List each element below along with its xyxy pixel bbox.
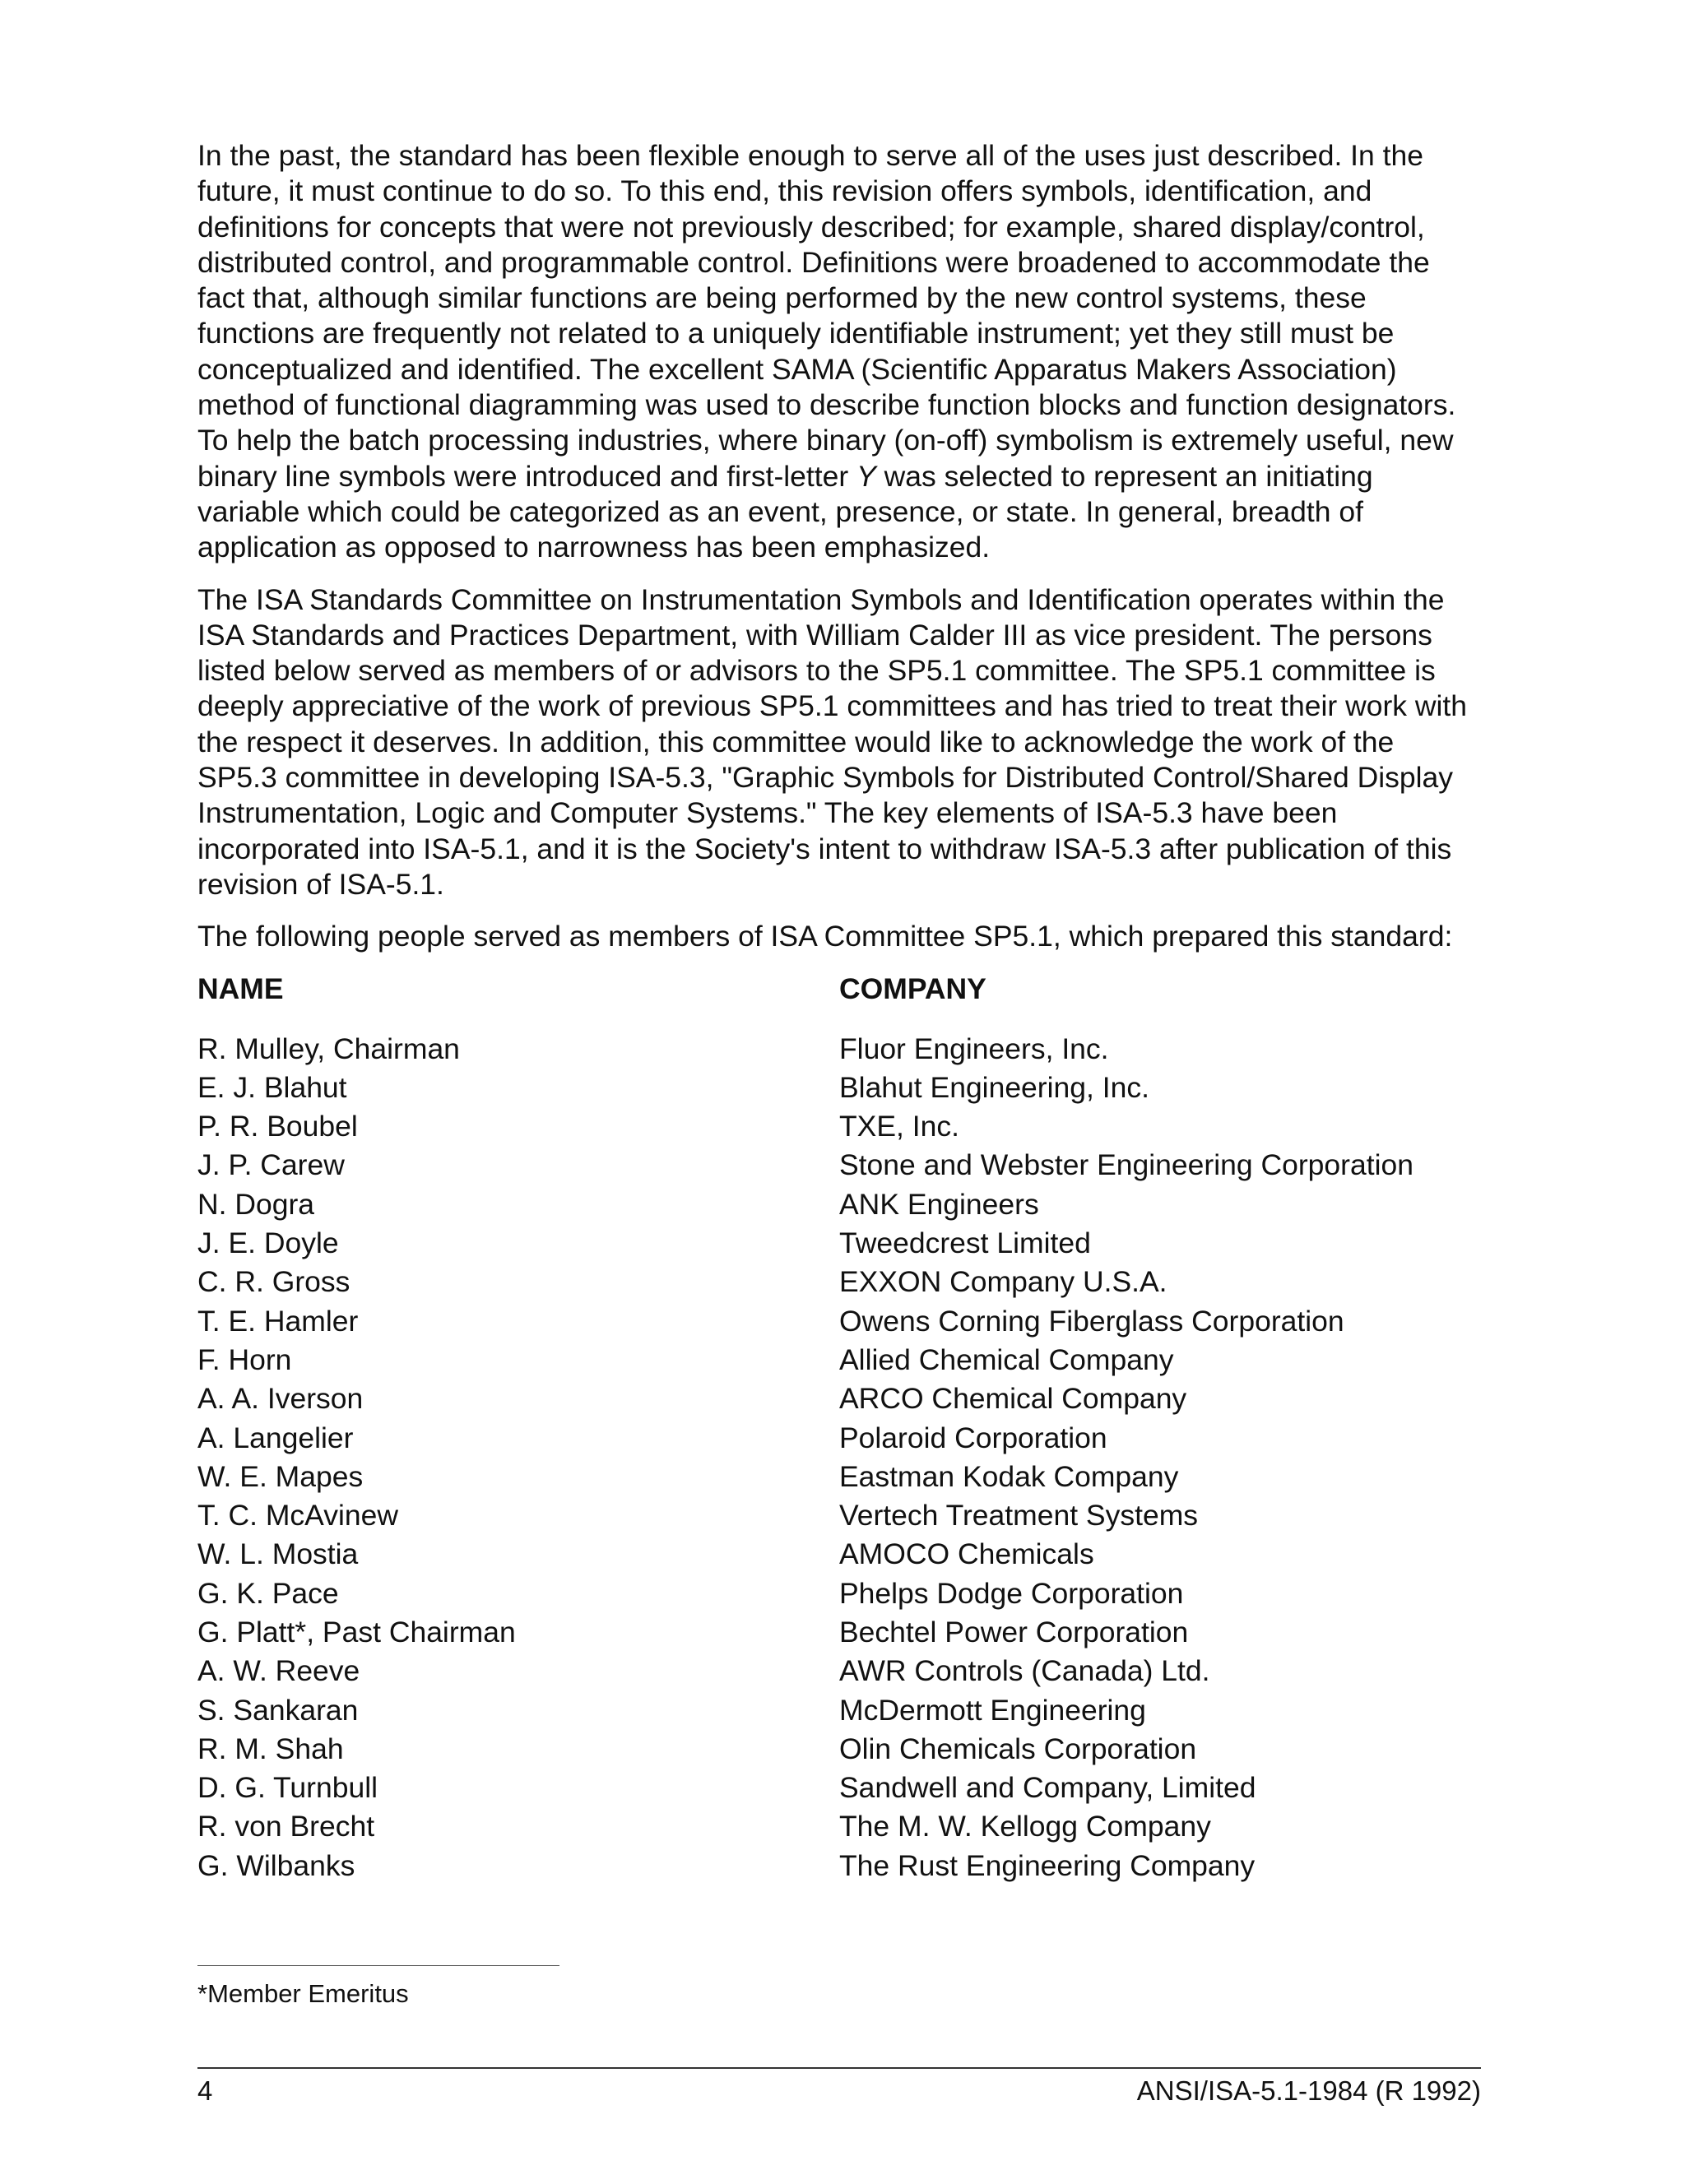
member-company: Eastman Kodak Company	[839, 1459, 1179, 1493]
table-row	[197, 1807, 1481, 1846]
member-company: AWR Controls (Canada) Ltd.	[839, 1654, 1210, 1688]
committee-paragraph: The ISA Standards Committee on Instrumentation Symbols and Identification operates within the ISA Standards and Practices Department, with William Calder III as vice president. The persons listed below served as members of or advisors to the SP5.1 committee. The SP5.1 committee is deeply appreciative of the work of previous SP5.1 committees and has tried to treat their work with the respect it deserves. In addition, this committee would like to acknowledge the work of the SP5.3 committee in developing ISA-5.3, "Graphic Symbols for Distributed Control/Shared Display Instrumentation, Logic and Computer Systems." The key elements of ISA-5.3 have been incorporated into ISA-5.1, and it is the Society's intent to withdraw ISA-5.3 after publication of this revision of ISA-5.1.	[197, 582, 1468, 901]
table-row	[197, 1379, 1481, 1418]
member-name: A. Langelier	[197, 1421, 354, 1454]
members-table-header	[197, 971, 1481, 1007]
member-name: T. C. McAvinew	[197, 1499, 398, 1533]
member-company: Owens Corning Fiberglass Corporation	[839, 1304, 1344, 1338]
table-row	[197, 1691, 1481, 1730]
table-row	[197, 1535, 1481, 1574]
member-name: J. P. Carew	[197, 1148, 345, 1182]
member-name: A. W. Reeve	[197, 1654, 360, 1688]
member-company: EXXON Company U.S.A.	[839, 1265, 1167, 1299]
member-company: The Rust Engineering Company	[839, 1848, 1256, 1882]
table-row	[197, 1652, 1481, 1690]
member-company: TXE, Inc.	[839, 1110, 959, 1143]
member-name: W. L. Mostia	[197, 1537, 359, 1571]
member-name: A. A. Iverson	[197, 1382, 364, 1416]
members-table	[197, 1030, 1481, 1886]
member-name: G. Platt*, Past Chairman	[197, 1615, 516, 1648]
member-name: G. Wilbanks	[197, 1848, 355, 1882]
table-row	[197, 1146, 1481, 1185]
member-company: Allied Chemical Company	[839, 1342, 1174, 1376]
member-company: Olin Chemicals Corporation	[839, 1732, 1197, 1765]
member-company: AMOCO Chemicals	[839, 1537, 1094, 1571]
member-name: R. von Brecht	[197, 1810, 375, 1843]
table-row	[197, 1341, 1481, 1379]
name-column-header: NAME	[197, 971, 284, 1005]
member-name: J. E. Doyle	[197, 1226, 339, 1260]
table-row	[197, 1069, 1481, 1107]
page-body	[197, 138, 1481, 1885]
table-row	[197, 1030, 1481, 1069]
page-number: 4	[197, 2075, 213, 2106]
footnote: *Member Emeritus	[197, 1979, 409, 2008]
members-intro-paragraph: The following people served as members of ISA Committee SP5.1, which prepared this standard:	[197, 920, 1453, 953]
member-name: D. G. Turnbull	[197, 1771, 378, 1805]
footer-divider	[197, 2067, 1481, 2069]
first-letter-y: Y	[856, 459, 876, 493]
member-name: R. M. Shah	[197, 1732, 344, 1765]
member-company: Stone and Webster Engineering Corporation	[839, 1148, 1413, 1182]
member-name: P. R. Boubel	[197, 1110, 358, 1143]
table-row	[197, 1419, 1481, 1458]
member-name: E. J. Blahut	[197, 1070, 347, 1104]
member-company: ARCO Chemical Company	[839, 1382, 1187, 1416]
footnote-divider	[197, 1965, 559, 1966]
member-company: Fluor Engineers, Inc.	[839, 1032, 1109, 1065]
table-row	[197, 1302, 1481, 1341]
table-row	[197, 1769, 1481, 1807]
document-id: ANSI/ISA-5.1-1984 (R 1992)	[1136, 2075, 1481, 2106]
intro-paragraph-part-2: was selected to represent an initiating variable which could be categorized as an event, presence, or state. In general, breadth of application as opposed to narrowness has been emphasized.	[197, 459, 1373, 564]
member-name: S. Sankaran	[197, 1693, 359, 1727]
member-company: Bechtel Power Corporation	[839, 1615, 1189, 1648]
member-name: C. R. Gross	[197, 1265, 350, 1299]
member-company: Vertech Treatment Systems	[839, 1499, 1199, 1533]
member-name: T. E. Hamler	[197, 1304, 359, 1338]
table-row	[197, 1263, 1481, 1301]
table-row	[197, 1730, 1481, 1769]
member-name: R. Mulley, Chairman	[197, 1032, 460, 1065]
table-row	[197, 1574, 1481, 1613]
company-column-header: COMPANY	[839, 971, 986, 1005]
member-name: G. K. Pace	[197, 1576, 339, 1610]
table-row	[197, 1496, 1481, 1535]
member-name: N. Dogra	[197, 1187, 315, 1221]
table-row	[197, 1847, 1481, 1885]
member-company: Polaroid Corporation	[839, 1421, 1107, 1454]
member-company: Blahut Engineering, Inc.	[839, 1070, 1149, 1104]
member-name: F. Horn	[197, 1342, 292, 1376]
member-name: W. E. Mapes	[197, 1459, 364, 1493]
member-company: Sandwell and Company, Limited	[839, 1771, 1256, 1805]
intro-paragraph-part-1: In the past, the standard has been flexible enough to serve all of the uses just described. In the future, it must continue to do so. To this end, this revision offers symbols, identification, and definitions for concepts that were not previously described; for example, shared display/control, distributed control, and programmable control. Definitions were broadened to accommodate the fact that, although similar functions are being performed by the new control systems, these functions are frequently not related to a uniquely identifiable instrument; yet they still must be conceptualized and identified. The excellent SAMA (Scientific Apparatus Makers Association) method of functional diagramming was used to describe function blocks and function designators. To help the batch processing industries, where binary (on-off) symbolism is extremely useful, new binary line symbols were introduced and first-letter	[197, 139, 1456, 493]
table-row	[197, 1224, 1481, 1263]
table-row	[197, 1613, 1481, 1652]
member-company: McDermott Engineering	[839, 1693, 1146, 1727]
member-company: Tweedcrest Limited	[839, 1226, 1091, 1260]
table-row	[197, 1107, 1481, 1146]
member-company: The M. W. Kellogg Company	[839, 1810, 1211, 1843]
table-row	[197, 1458, 1481, 1496]
intro-paragraph	[197, 138, 1481, 566]
member-company: ANK Engineers	[839, 1187, 1039, 1221]
table-row	[197, 1185, 1481, 1224]
member-company: Phelps Dodge Corporation	[839, 1576, 1184, 1610]
